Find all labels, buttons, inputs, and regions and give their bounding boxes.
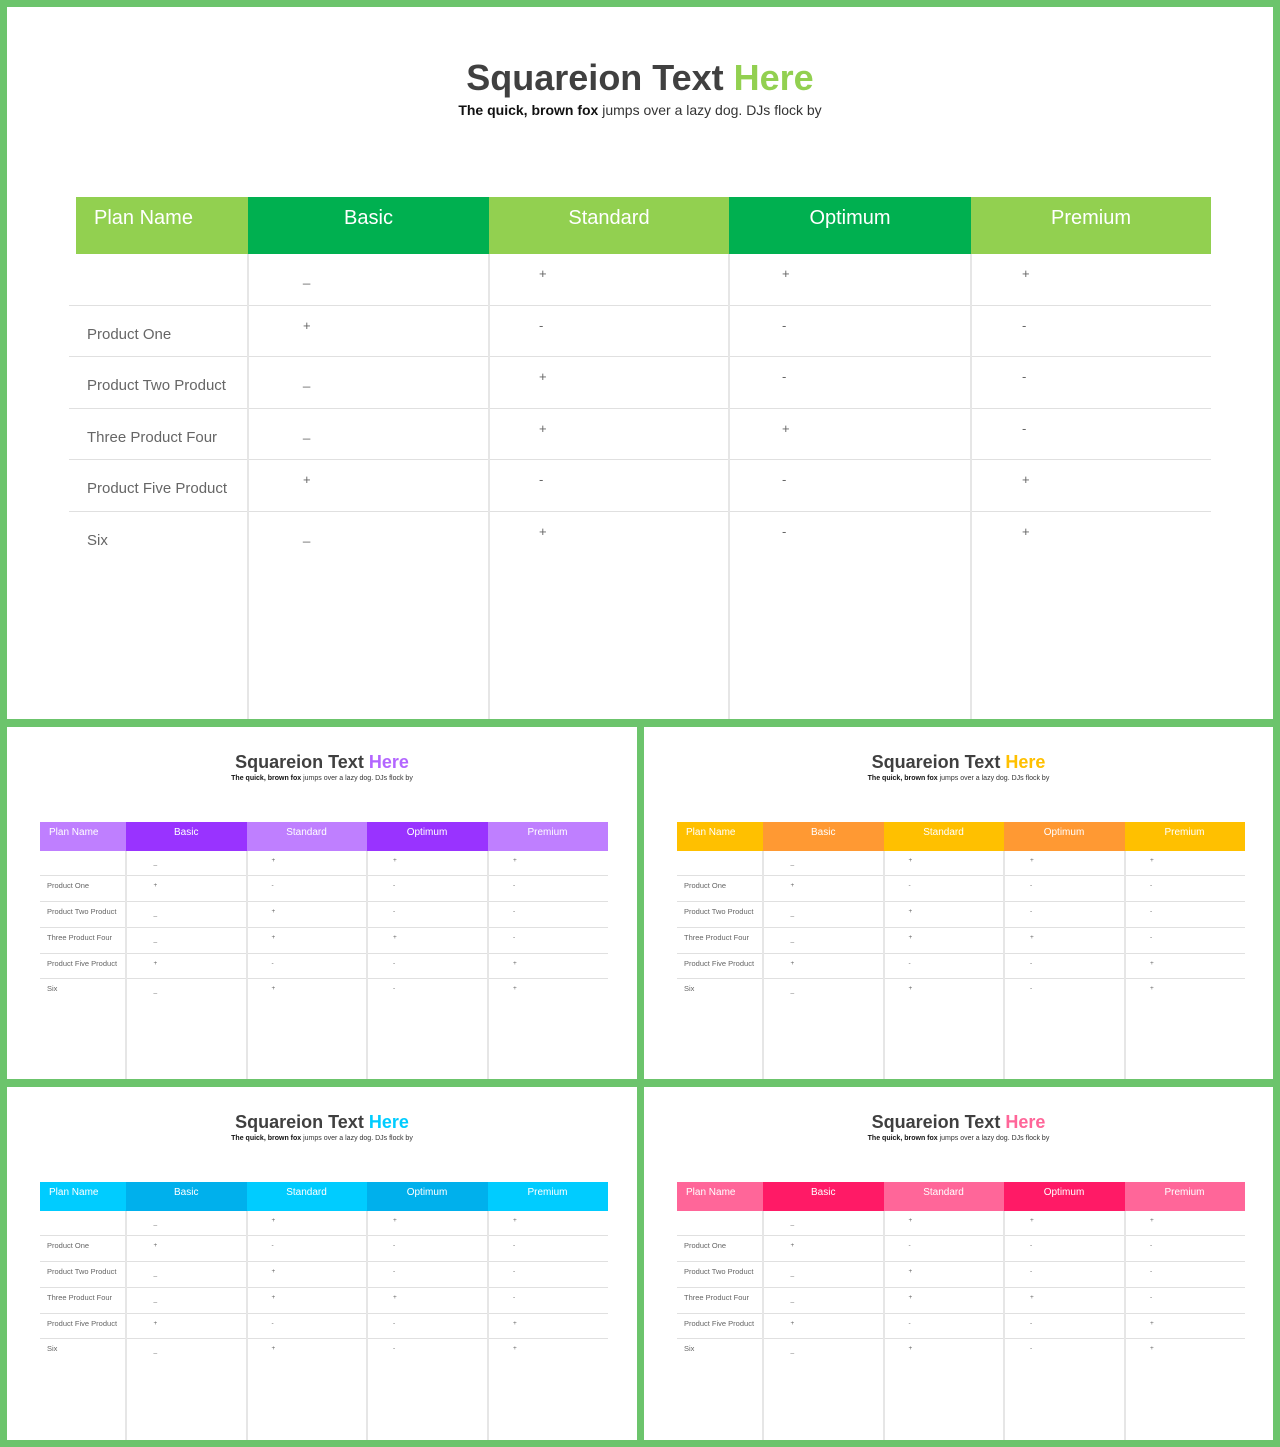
column-separator [246,851,248,1080]
row-mark: + [908,856,913,864]
row-mark: _ [303,270,311,285]
row-mark: + [1030,1216,1034,1224]
column-separator [970,254,972,719]
row-mark: + [271,1216,276,1224]
row-mark: - [1030,1345,1033,1353]
row-mark: - [513,908,516,915]
slide-orange [644,727,1273,1079]
row-mark: _ [790,1270,795,1277]
header-plan-name: Plan Name [76,197,248,254]
row-mark: - [513,882,516,890]
row-mark: - [908,1242,911,1250]
row-mark: + [153,959,158,967]
row-mark: + [303,472,311,487]
row-mark: - [908,1319,911,1327]
row-mark: - [782,523,787,539]
row-mark: - [908,882,911,890]
subtitle-bold: The quick, brown fox [867,1134,940,1142]
slide-title [7,752,637,773]
row-mark: + [153,1242,158,1250]
row-mark: + [539,266,547,281]
row-mark: _ [153,858,158,866]
row-mark: + [271,1268,276,1275]
pricing-table [76,197,1211,719]
pricing-table [40,1182,608,1440]
header-optimum: Optimum [367,822,488,851]
row-mark: + [539,369,547,384]
row-mark: _ [790,1295,795,1303]
row-mark: _ [153,910,158,917]
column-separator [125,1211,127,1441]
row-mark: - [271,1242,274,1250]
row-mark: + [393,1216,397,1224]
row-label: Six [87,531,108,549]
column-separator [246,1211,248,1441]
row-label: Three Product Four [684,1292,750,1302]
row-mark: - [1030,1242,1033,1250]
title-highlight: Here [368,752,409,772]
row-label: Product Five Product [684,958,755,968]
row-mark: _ [153,935,158,943]
row-mark: _ [790,1347,795,1355]
table-row [69,460,1211,512]
row-mark: + [271,1293,276,1301]
row-label: Six [47,984,58,994]
row-mark: - [393,1319,396,1327]
row-mark: - [393,908,396,915]
table-row [69,512,1211,563]
row-mark: - [271,882,274,890]
header-optimum: Optimum [1004,822,1125,851]
row-mark: + [908,908,913,915]
header-standard: Standard [489,197,729,254]
row-mark: + [393,933,397,941]
row-mark: - [393,1268,396,1275]
row-mark: - [1150,933,1153,941]
slide-subtitle [7,1135,637,1142]
table-header [677,1182,1245,1211]
row-mark: - [271,1319,274,1327]
row-mark: + [1030,933,1034,941]
row-mark: + [271,1345,276,1353]
slide-title [7,57,1273,99]
row-mark: - [1022,317,1027,333]
subtitle-rest: jumps over a lazy dog. DJs flock by [939,1134,1050,1142]
title-main: Squareion Text [235,1112,369,1132]
row-mark: _ [153,1295,158,1303]
row-label: Product One [684,881,727,891]
pricing-table [677,1182,1245,1440]
subtitle-rest: jumps over a lazy dog. DJs flock by [303,774,413,782]
row-mark: _ [153,1218,158,1226]
header-basic: Basic [763,1182,884,1211]
pricing-table [40,822,608,1079]
row-mark: + [782,266,790,281]
table-row [69,409,1211,461]
header-standard: Standard [884,1182,1004,1211]
row-label: Six [684,1344,695,1354]
row-mark: + [908,933,913,941]
row-mark: + [513,1319,517,1327]
header-premium: Premium [1125,822,1245,851]
row-label: Three Product Four [47,932,113,942]
row-mark: + [513,985,517,993]
row-mark: + [271,933,276,941]
subtitle-rest: jumps over a lazy dog. DJs flock by [303,1134,413,1142]
slide-pink [644,1087,1273,1440]
row-mark: + [908,985,913,993]
row-mark: _ [303,424,311,440]
row-label: Product Five Product [684,1318,755,1328]
header-premium: Premium [488,1182,608,1211]
header-standard: Standard [247,1182,367,1211]
subtitle-rest: jumps over a lazy dog. DJs flock by [602,102,822,118]
table-header [40,822,608,851]
row-mark: - [1150,1268,1153,1275]
row-mark: - [393,882,396,890]
row-mark: + [513,1216,517,1224]
subtitle-rest: jumps over a lazy dog. DJs flock by [939,774,1050,782]
subtitle-bold: The quick, brown fox [458,102,603,118]
row-label: Product One [684,1241,727,1251]
row-mark: _ [790,935,795,943]
row-mark: - [1150,1242,1153,1250]
column-separator [366,851,368,1080]
column-separator [883,1211,885,1441]
row-mark: - [271,959,274,967]
row-label: Product Five Product [47,958,118,968]
table-header [677,822,1245,851]
row-mark: - [782,317,787,333]
row-mark: + [1022,523,1030,539]
header-basic: Basic [248,197,489,254]
slide-subtitle [644,1135,1273,1142]
table-row [69,306,1211,358]
title-main: Squareion Text [466,57,734,98]
column-separator [883,851,885,1080]
row-mark: _ [153,1270,158,1277]
row-mark: + [908,1216,913,1224]
row-label: Three Product Four [87,428,218,446]
column-separator [728,254,730,719]
row-label: Product Five Product [87,480,228,497]
title-highlight: Here [368,1112,409,1132]
row-label: Product Two Product [684,907,754,916]
row-mark: - [1022,420,1027,436]
header-standard: Standard [247,822,367,851]
row-mark: + [1150,856,1154,864]
row-mark: - [1030,908,1033,915]
row-label: Six [684,984,695,994]
row-mark: - [393,1242,396,1250]
row-mark: + [153,1319,158,1327]
row-mark: + [1030,1293,1034,1301]
row-label: Product One [47,1241,90,1251]
row-label: Six [47,1344,58,1354]
row-mark: + [1022,472,1030,487]
row-mark: - [1030,882,1033,890]
row-mark: + [908,1293,913,1301]
row-mark: - [513,1293,516,1301]
row-mark: + [1150,985,1154,993]
header-optimum: Optimum [1004,1182,1125,1211]
row-mark: + [1022,266,1030,281]
slide-subtitle [644,775,1273,782]
title-highlight: Here [733,57,814,98]
header-plan-name: Plan Name [40,822,126,851]
slide-purple [7,727,637,1079]
row-mark: - [513,1242,516,1250]
row-mark: + [1150,1345,1154,1353]
row-mark: + [393,856,397,864]
column-separator [762,851,764,1080]
title-main: Squareion Text [871,1112,1006,1132]
header-standard: Standard [884,822,1004,851]
column-separator [1003,851,1005,1080]
row-label: Product One [87,325,172,343]
slide-blue [7,1087,637,1440]
row-mark: - [393,985,396,993]
row-mark: _ [303,373,311,388]
row-mark: + [513,959,517,967]
row-mark: + [790,1319,795,1327]
header-optimum: Optimum [729,197,971,254]
table-row [69,357,1211,409]
row-mark: + [513,856,517,864]
column-separator [1124,1211,1126,1441]
header-basic: Basic [126,822,247,851]
row-mark: _ [790,858,795,866]
row-mark: + [1030,856,1034,864]
row-mark: _ [790,1218,795,1226]
header-plan-name: Plan Name [40,1182,126,1211]
row-mark: - [1030,959,1033,967]
row-mark: - [1150,882,1153,890]
header-basic: Basic [763,822,884,851]
row-mark: + [539,420,547,436]
slide-green [7,7,1273,719]
row-mark: _ [153,987,158,995]
slide-title [644,1112,1273,1133]
slide-subtitle [7,102,1273,118]
table-header [40,1182,608,1211]
subtitle-bold: The quick, brown fox [867,774,940,782]
table-header [76,197,1211,254]
header-basic: Basic [126,1182,247,1211]
row-mark: - [1030,985,1033,993]
row-label: Product Two Product [47,1267,117,1276]
header-plan-name: Plan Name [677,822,763,851]
row-label: Product Two Product [87,377,226,394]
row-mark: - [908,959,911,967]
row-mark: _ [790,987,795,995]
row-mark: - [393,1345,396,1353]
row-mark: + [790,1242,795,1250]
column-separator [487,1211,489,1441]
row-mark: - [1022,369,1027,384]
row-mark: _ [303,527,311,543]
row-mark: - [539,317,544,333]
row-mark: - [513,1268,516,1275]
row-mark: _ [790,910,795,917]
slide-subtitle [7,775,637,782]
slide-title [7,1112,637,1133]
row-mark: + [153,882,158,890]
row-label: Product Two Product [684,1267,754,1276]
row-mark: - [782,472,787,487]
row-mark: + [790,959,795,967]
pricing-table [677,822,1245,1079]
row-mark: + [393,1293,397,1301]
row-mark: - [393,959,396,967]
row-mark: - [1150,1293,1153,1301]
row-mark: + [539,523,547,539]
row-label: Three Product Four [47,1292,113,1302]
header-premium: Premium [971,197,1211,254]
row-mark: - [539,472,544,487]
row-label: Product Five Product [47,1318,118,1328]
row-mark: + [271,856,276,864]
title-main: Squareion Text [871,752,1006,772]
row-mark: + [908,1345,913,1353]
row-mark: _ [153,1347,158,1355]
row-mark: + [271,985,276,993]
row-mark: + [908,1268,913,1275]
row-label: Product One [47,881,90,891]
column-separator [247,254,249,719]
row-label: Three Product Four [684,932,750,942]
row-mark: + [782,420,790,436]
column-separator [488,254,490,719]
row-mark: + [790,882,795,890]
column-separator [487,851,489,1080]
column-separator [1124,851,1126,1080]
slide-title [644,752,1273,773]
row-mark: - [1030,1268,1033,1275]
column-separator [762,1211,764,1441]
subtitle-bold: The quick, brown fox [231,774,304,782]
column-separator [1003,1211,1005,1441]
row-mark: + [271,908,276,915]
row-mark: + [1150,1216,1154,1224]
row-mark: + [1150,959,1154,967]
header-optimum: Optimum [367,1182,488,1211]
row-mark: - [1030,1319,1033,1327]
row-mark: - [782,369,787,384]
header-premium: Premium [1125,1182,1245,1211]
row-mark: - [513,933,516,941]
header-plan-name: Plan Name [677,1182,763,1211]
title-highlight: Here [1005,1112,1046,1132]
row-mark: - [1150,908,1153,915]
title-highlight: Here [1005,752,1046,772]
title-main: Squareion Text [235,752,369,772]
subtitle-bold: The quick, brown fox [231,1134,304,1142]
row-mark: + [513,1345,517,1353]
column-separator [125,851,127,1080]
row-mark: + [1150,1319,1154,1327]
table-row [69,254,1211,306]
header-premium: Premium [488,822,608,851]
row-mark: + [303,317,311,333]
column-separator [366,1211,368,1441]
row-label: Product Two Product [47,907,117,916]
